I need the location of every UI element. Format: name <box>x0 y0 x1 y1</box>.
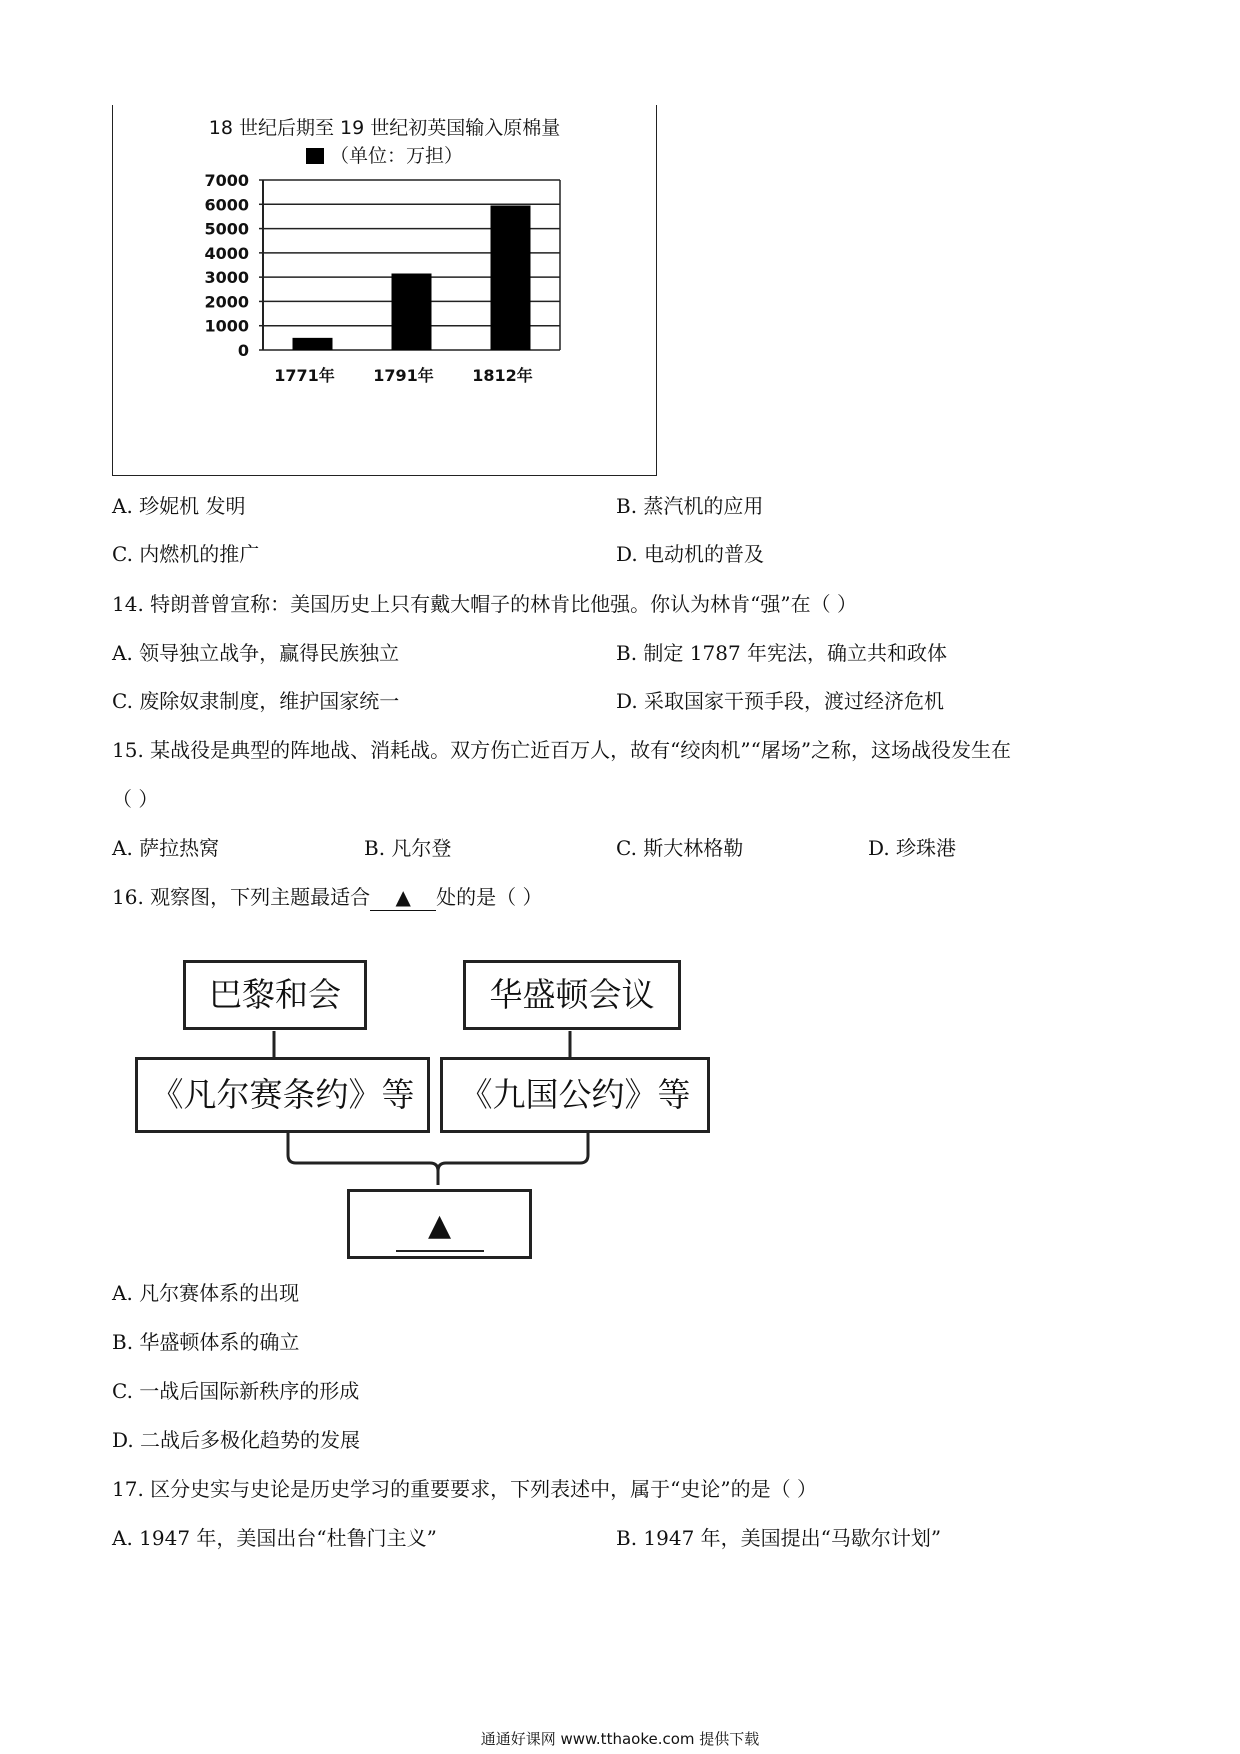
bar <box>392 274 432 351</box>
q17-option-a: A. 1947 年，美国出台“杜鲁门主义” <box>112 1526 437 1550</box>
y-tick-label: 0 <box>237 341 249 360</box>
q15-option-a: A. 萨拉热窝 <box>112 836 220 860</box>
q16-option-a: A. 凡尔赛体系的出现 <box>112 1281 300 1305</box>
q14-stem: 14. 特朗普曾宣称：美国历史上只有戴大帽子的林肯比他强。你认为林肯“强”在（ ） <box>112 592 857 616</box>
q17-stem: 17. 区分史实与史论是历史学习的重要要求，下列表述中，属于“史论”的是（ ） <box>112 1477 817 1501</box>
q13-option-d: D. 电动机的普及 <box>616 542 765 566</box>
q14-option-d: D. 采取国家干预手段，渡过经济危机 <box>616 689 945 713</box>
diagram-box-nine-power-treaty: 《九国公约》等 <box>440 1057 710 1133</box>
diagram-box-answer <box>347 1189 532 1259</box>
y-tick-label: 3000 <box>204 268 249 288</box>
q14-option-a: A. 领导独立战争，赢得民族独立 <box>112 641 400 665</box>
q13-option-c: C. 内燃机的推广 <box>112 542 260 566</box>
q17-option-b: B. 1947 年，美国提出“马歇尔计划” <box>616 1526 942 1550</box>
q16-stem-pre: 16. 观察图，下列主题最适合 <box>112 885 371 909</box>
y-tick-label: 5000 <box>204 219 249 239</box>
q14-option-c: C. 废除奴隶制度，维护国家统一 <box>112 689 400 713</box>
q16-option-d: D. 二战后多极化趋势的发展 <box>112 1428 361 1452</box>
q14-option-b: B. 制定 1787 年宪法，确立共和政体 <box>616 641 948 665</box>
q16-option-c: C. 一战后国际新秩序的形成 <box>112 1379 360 1403</box>
bar <box>491 206 531 351</box>
y-tick-label: 4000 <box>204 243 249 263</box>
diagram-box-versailles-treaty: 《凡尔赛条约》等 <box>135 1057 430 1133</box>
q16-stem <box>112 884 543 911</box>
legend-label: （单位：万担） <box>329 145 463 167</box>
q16-stem-post: 处的是（ ） <box>436 885 543 909</box>
diagram-answer-blank: ▲ <box>396 1202 484 1252</box>
q15-option-d: D. 珍珠港 <box>868 836 957 860</box>
diagram-box-paris-conference: 巴黎和会 <box>183 960 367 1030</box>
q15-stem-continued: （ ） <box>112 787 159 811</box>
bar <box>293 338 333 350</box>
chart-frame <box>112 105 657 476</box>
q16-blank: ▲ <box>370 884 436 911</box>
q13-option-b: B. 蒸汽机的应用 <box>616 494 764 518</box>
diagram-box-washington-conference: 华盛顿会议 <box>463 960 681 1030</box>
y-tick-label: 2000 <box>204 292 249 312</box>
y-tick-label: 1000 <box>204 316 249 336</box>
q13-option-a: A. 珍妮机 发明 <box>112 494 246 518</box>
y-tick-label: 7000 <box>204 171 249 190</box>
q15-option-b: B. 凡尔登 <box>364 836 452 860</box>
bar-chart <box>113 105 656 475</box>
q15-option-c: C. 斯大林格勒 <box>616 836 744 860</box>
chart-title: 18 世纪后期至 19 世纪初英国输入原棉量 <box>208 117 561 139</box>
page-footer: 通通好课网 www.tthaoke.com 提供下载 <box>480 1730 760 1748</box>
q16-option-b: B. 华盛顿体系的确立 <box>112 1330 300 1354</box>
x-tick-label: 1791年 <box>373 366 434 385</box>
q15-stem: 15. 某战役是典型的阵地战、消耗战。双方伤亡近百万人，故有“绞肉机”“屠场”之称，这场战役发生在 <box>112 738 1012 762</box>
x-tick-label: 1812年 <box>472 366 533 385</box>
y-tick-label: 6000 <box>204 195 249 215</box>
x-tick-label: 1771年 <box>274 366 335 385</box>
